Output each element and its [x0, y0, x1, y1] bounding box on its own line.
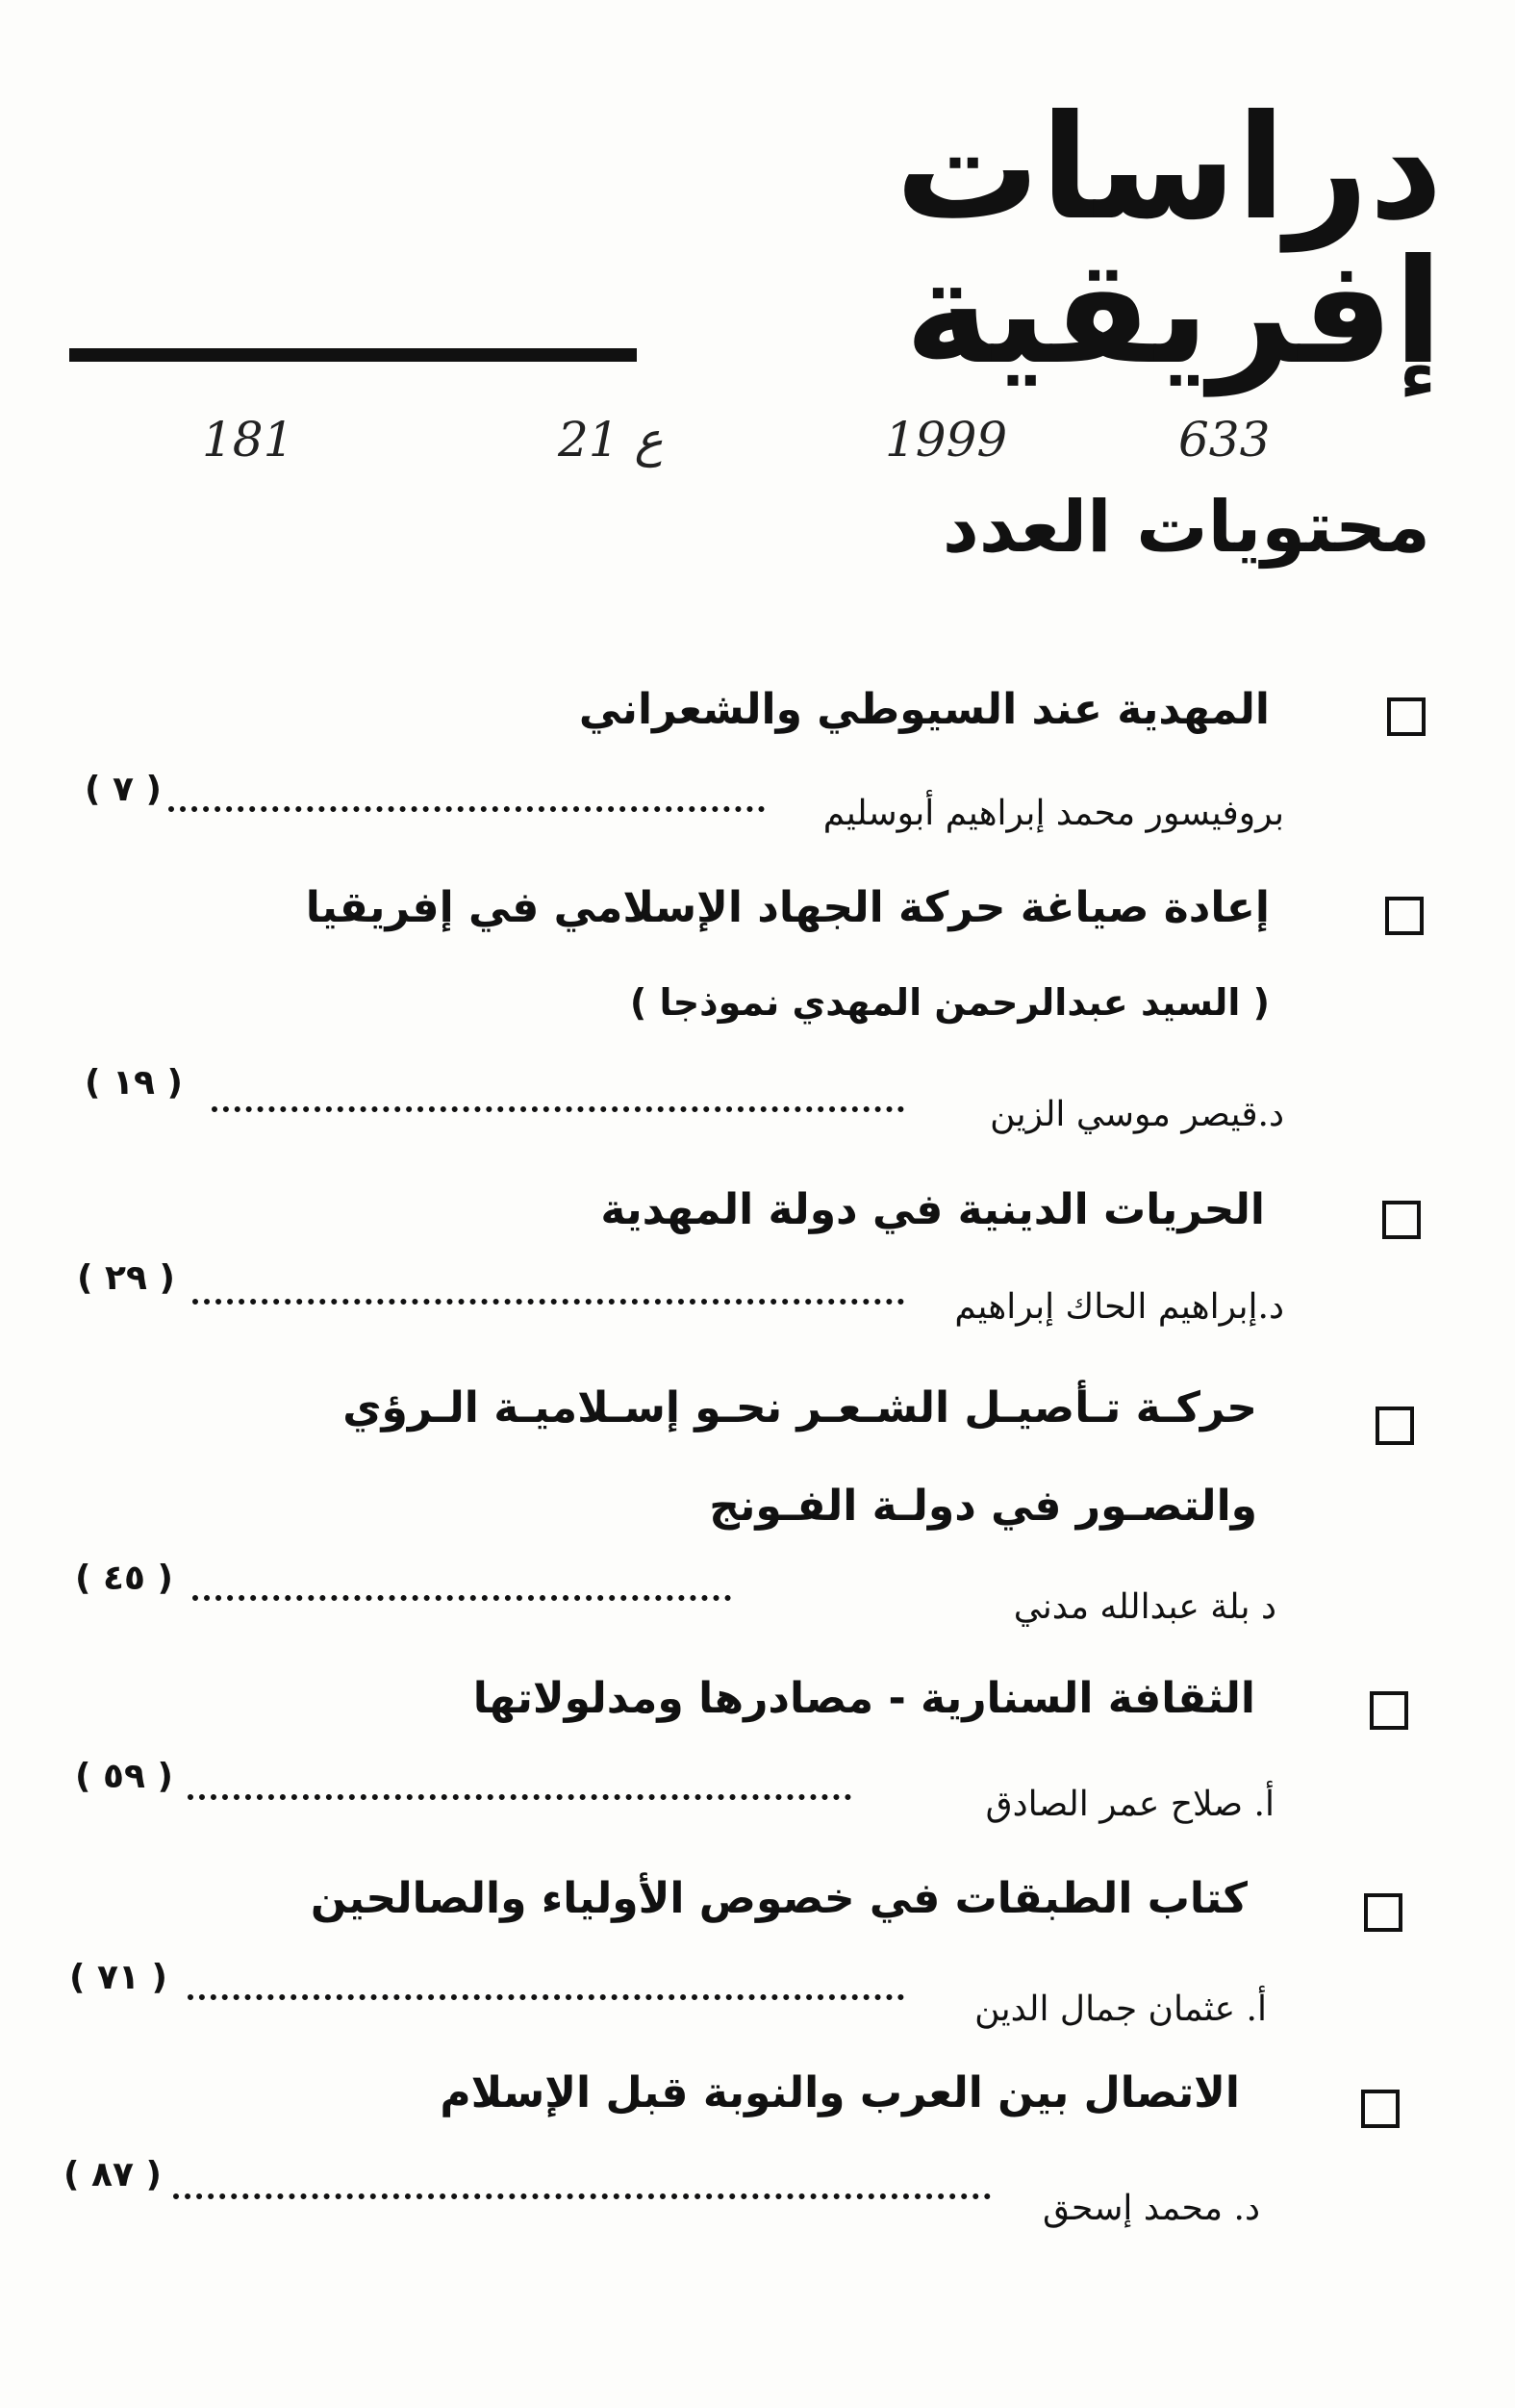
- entry-author: أ. صلاح عمر الصادق: [985, 1785, 1275, 1824]
- handwritten-note: 1999: [885, 412, 1008, 468]
- entry-author: د.قيصر موسي الزين: [990, 1095, 1284, 1134]
- entry-subtitle: والتصـور في دولـة الفـونج: [709, 1482, 1257, 1531]
- leader-dots: [173, 2184, 991, 2199]
- entry-title: المهدية عند السيوطي والشعراني: [578, 685, 1270, 734]
- handwritten-note: 633: [1178, 412, 1271, 468]
- entry-bullet-box: [1387, 697, 1426, 736]
- entry-bullet-box: [1376, 1407, 1414, 1445]
- leader-dots: [188, 1985, 904, 2000]
- entry-page-number: ( ١٩ ): [85, 1063, 183, 1103]
- entry-title: إعادة صياغة حركة الجهاد الإسلامي في إفريقيا: [305, 883, 1270, 932]
- entry-title: حركـة تـأصيـل الشـعـر نحـو إسـلاميـة الـرؤي: [342, 1383, 1257, 1432]
- entry-page-number: ( ٧١ ): [69, 1958, 167, 1997]
- entry-author: د بلة عبدالله مدني: [1013, 1587, 1276, 1627]
- entry-title: الاتصال بين العرب والنوبة قبل الإسلام: [440, 2068, 1240, 2117]
- leader-dots: [192, 1289, 904, 1305]
- entry-page-number: ( ٧ ): [85, 770, 162, 809]
- journal-title: [673, 85, 1443, 404]
- leader-dots: [212, 1097, 904, 1112]
- entry-bullet-box: [1364, 1893, 1402, 1932]
- entry-author: د.إبراهيم الحاك إبراهيم: [954, 1287, 1284, 1327]
- leader-dots: [192, 1585, 731, 1601]
- entry-author: أ. عثمان جمال الدين: [974, 1990, 1267, 2029]
- entry-author: بروفيسور محمد إبراهيم أبوسليم: [822, 794, 1284, 833]
- entry-bullet-box: [1385, 897, 1424, 935]
- entry-page-number: ( ٥٩ ): [75, 1757, 173, 1796]
- entry-bullet-box: [1361, 2090, 1400, 2128]
- entry-bullet-box: [1370, 1691, 1408, 1730]
- contents-title: محتويات العدد: [942, 486, 1430, 569]
- leader-dots: [188, 1785, 851, 1800]
- entry-page-number: ( ٤٥ ): [75, 1559, 173, 1598]
- entry-page-number: ( ٢٩ ): [77, 1258, 175, 1298]
- leader-dots: [168, 797, 765, 812]
- journal-title-line1: دراسات: [895, 85, 1443, 252]
- entry-title: كتاب الطبقات في خصوص الأولياء والصالحين: [310, 1874, 1248, 1923]
- handwritten-note: ع 21: [558, 412, 664, 468]
- entry-title: الثقافة السنارية - مصادرها ومدلولاتها: [472, 1674, 1255, 1723]
- entry-title: الحريات الدينية في دولة المهدية: [600, 1185, 1265, 1234]
- journal-title-line2: إفريقية: [904, 229, 1443, 396]
- entry-bullet-box: [1382, 1201, 1421, 1239]
- entry-subtitle: ( السيد عبدالرحمن المهدي نموذجا ): [629, 981, 1270, 1024]
- entry-author: د. محمد إسحق: [1042, 2189, 1260, 2228]
- entry-page-number: ( ٨٧ ): [63, 2155, 162, 2194]
- masthead-rule: [69, 348, 637, 362]
- handwritten-note: 181: [202, 412, 294, 468]
